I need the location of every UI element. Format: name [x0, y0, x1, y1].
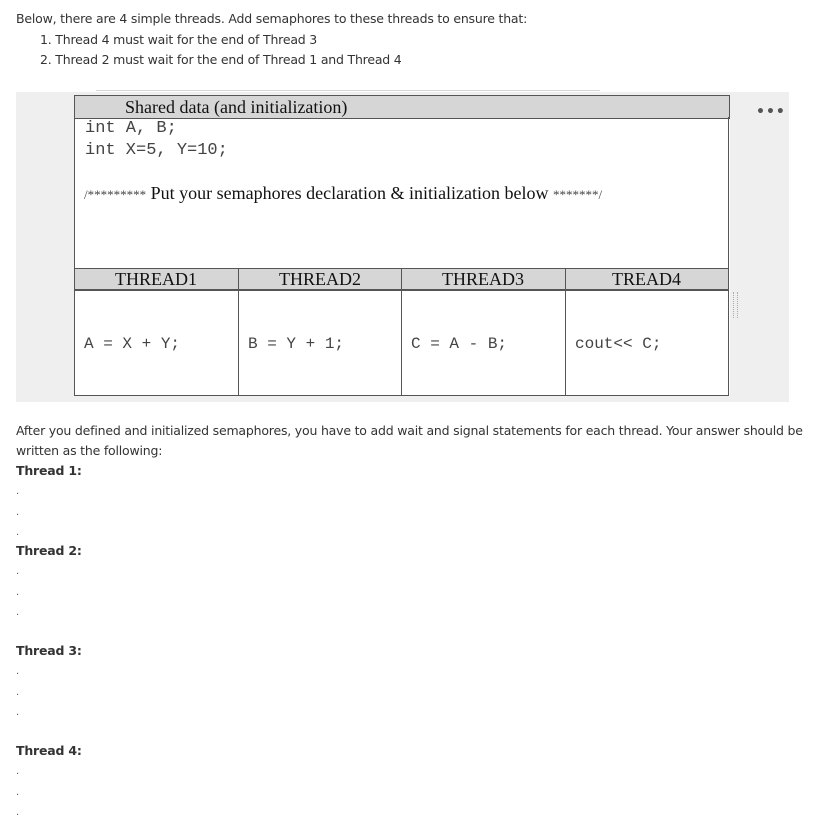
- placeholder-dot: .: [16, 707, 20, 718]
- placeholder-dot: .: [16, 766, 20, 777]
- thread1-code: A = X + Y;: [84, 335, 181, 353]
- code-line-2: int X=5, Y=10;: [85, 141, 228, 160]
- column-divider-2: [401, 268, 402, 396]
- placeholder-dot: .: [16, 527, 20, 538]
- semaphore-comment: [84, 182, 602, 206]
- thread1-header: THREAD1: [115, 269, 197, 289]
- thread2-answer-label: Thread 2:: [16, 543, 82, 558]
- thread2-header: THREAD2: [279, 269, 361, 289]
- thread1-answer-label: Thread 1:: [16, 463, 82, 478]
- thread3-header: THREAD3: [442, 269, 524, 289]
- resize-handle[interactable]: [733, 292, 738, 318]
- placeholder-dot: .: [16, 486, 20, 497]
- comment-suffix: *******/: [553, 187, 603, 202]
- thread4-answer-label: Thread 4:: [16, 743, 82, 758]
- placeholder-dot: .: [16, 807, 20, 818]
- placeholder-dot: .: [16, 507, 20, 518]
- requirement-item-1: 1. Thread 4 must wait for the end of Thread 3: [40, 32, 318, 47]
- thread4-header: TREAD4: [612, 269, 681, 289]
- more-options-icon[interactable]: •••: [756, 104, 786, 120]
- placeholder-dot: .: [16, 687, 20, 698]
- instructions-line-2: written as the following:: [16, 443, 163, 458]
- column-divider-1: [238, 268, 239, 396]
- thread2-code: B = Y + 1;: [248, 335, 345, 353]
- instructions-line-1: After you defined and initialized semaphores, you have to add wait and signal statements for each thread. Your answer should be: [16, 423, 803, 438]
- placeholder-dot: .: [16, 666, 20, 677]
- placeholder-dot: .: [16, 566, 20, 577]
- code-line-1: int A, B;: [85, 119, 177, 138]
- table-header-title: Shared data (and initialization): [125, 97, 348, 117]
- requirement-item-2: 2. Thread 2 must wait for the end of Thread 1 and Thread 4: [40, 52, 402, 67]
- comment-text: Put your semaphores declaration & initialization below: [146, 183, 554, 203]
- placeholder-dot: .: [16, 787, 20, 798]
- divider: [96, 90, 600, 91]
- placeholder-dot: .: [16, 587, 20, 598]
- thread3-answer-label: Thread 3:: [16, 643, 82, 658]
- table-border-right: [728, 117, 729, 396]
- table-border-left: [74, 117, 75, 396]
- thread3-code: C = A - B;: [411, 335, 508, 353]
- intro-text: Below, there are 4 simple threads. Add semaphores to these threads to ensure that:: [16, 11, 528, 26]
- column-divider-3: [565, 268, 566, 396]
- thread4-code: cout<< C;: [575, 335, 662, 353]
- placeholder-dot: .: [16, 607, 20, 618]
- comment-prefix: /*********: [84, 187, 147, 202]
